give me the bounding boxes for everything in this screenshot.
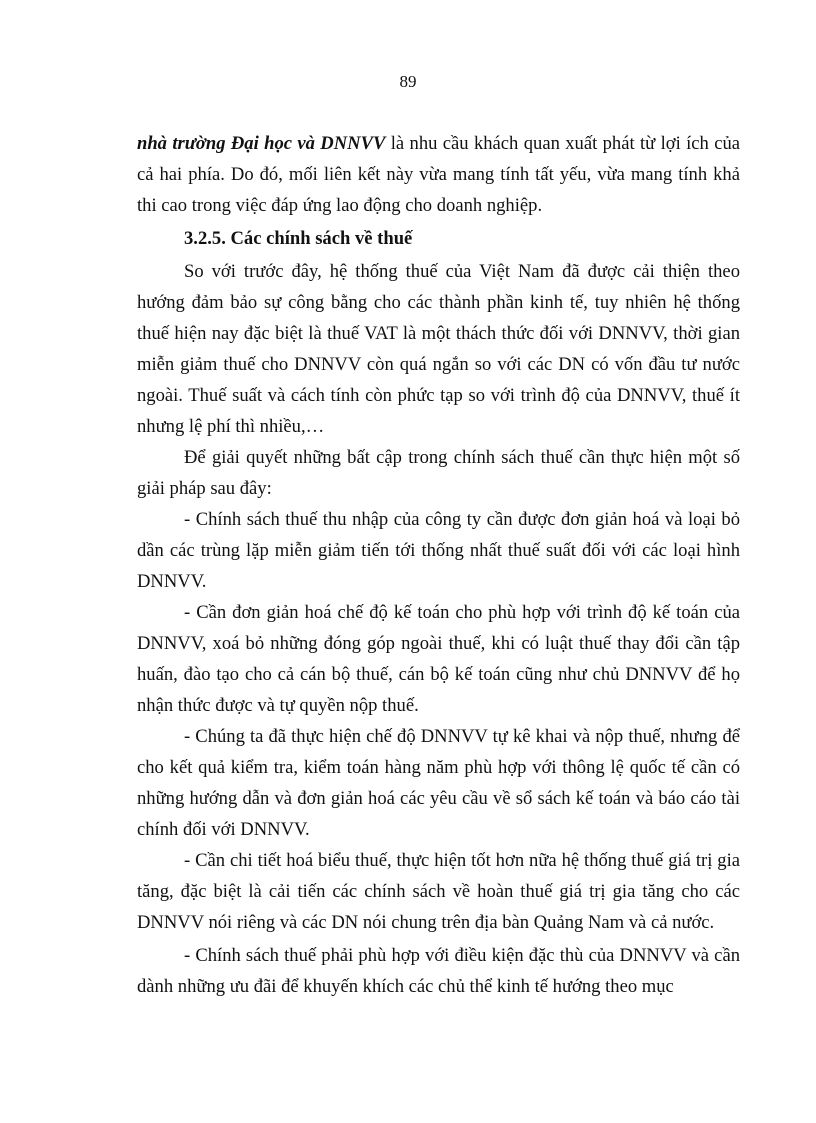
opening-paragraph: [137, 128, 740, 221]
bullet-incentives: - Chính sách thuế phải phù hợp với điều kiện đặc thù của DNNVV và cần dành những ưu đãi để khuyến khích các chủ thể kinh tế hướng theo mục: [137, 945, 740, 997]
section-heading: 3.2.5. Các chính sách về thuế: [184, 228, 413, 249]
bullet-income-tax: - Chính sách thuế thu nhập của công ty cần được đơn giản hoá và loại bỏ dần các trùng lặp miễn giảm tiến tới thống nhất thuế suất đối với các loại hình DNNVV.: [137, 509, 740, 592]
opening-emphasis: nhà trường Đại học và DNNVV: [137, 133, 386, 154]
bullet-accounting: - Cần đơn giản hoá chế độ kế toán cho phù hợp với trình độ kế toán của DNNVV, xoá bỏ những đóng góp ngoài thuế, khi có luật thuế thay đổi cần tập huấn, đào tạo cho cả cán bộ thuế, cán bộ kế toán cũng như chủ DNNVV để họ nhận thức được và tự quyền nộp thuế.: [137, 602, 740, 716]
paragraph-tax-overview: So với trước đây, hệ thống thuế của Việt Nam đã được cải thiện theo hướng đảm bảo sự công bằng cho các thành phần kinh tế, tuy nhiên hệ thống thuế hiện nay đặc biệt là thuế VAT là một thách thức đối với DNNVV, thời gian miễn giảm thuế cho DNNVV còn quá ngắn so với các DN có vốn đầu tư nước ngoài. Thuế suất và cách tính còn phức tạp so với trình độ của DNNVV, thuế ít nhưng lệ phí thì nhiều,…: [137, 261, 740, 437]
document-body: [137, 128, 740, 1002]
page-number: 89: [399, 72, 417, 91]
bullet-self-declaration: - Chúng ta đã thực hiện chế độ DNNVV tự kê khai và nộp thuế, nhưng để cho kết quả kiểm tra, kiểm toán hàng năm phù hợp với thông lệ quốc tế cần có những hướng dẫn và đơn giản hoá các yêu cầu về sổ sách kế toán và báo cáo tài chính đối với DNNVV.: [137, 726, 740, 840]
paragraph-solutions-intro: Để giải quyết những bất cập trong chính sách thuế cần thực hiện một số giải pháp sau đây:: [137, 447, 740, 499]
bullet-vat: - Cần chi tiết hoá biểu thuế, thực hiện tốt hơn nữa hệ thống thuế giá trị gia tăng, đặc biệt là cải tiến các chính sách về hoàn thuế giá trị gia tăng cho các DNNVV nói riêng và các DN nói chung trên địa bàn Quảng Nam và cả nước.: [137, 850, 740, 933]
opening-text: là nhu cầu khách quan xuất phát từ lợi ích của cả hai phía. Do đó, mối liên kết này vừa mang tính tất yếu, vừa mang tính khả thi cao trong việc đáp ứng lao động cho doanh nghiệp.: [137, 133, 740, 216]
